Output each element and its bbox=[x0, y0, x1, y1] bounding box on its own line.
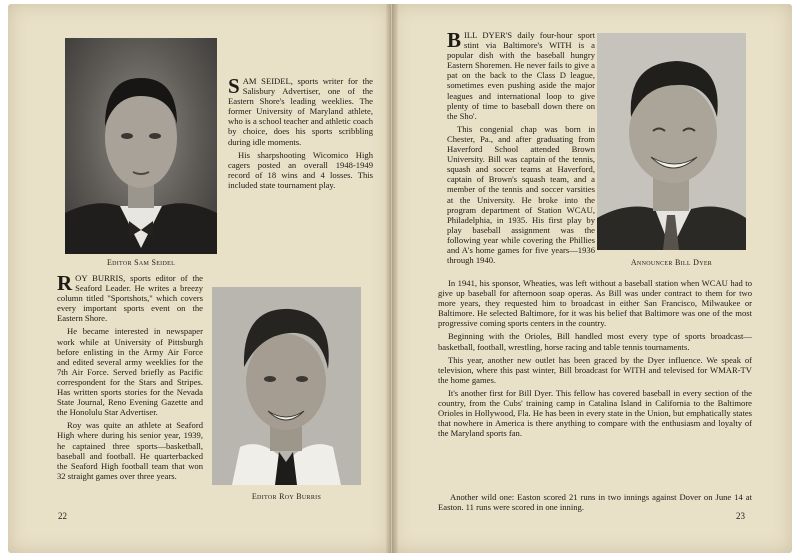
note-another-wild-one: Another wild one: Easton scored 21 runs in two innings against Dover on June 14 at Easton. 11 runs were scored in one inning. bbox=[438, 492, 752, 513]
article-roy-burris bbox=[57, 273, 203, 484]
seidel-paragraph-2: His sharpshooting Wicomico High cagers posted an overall 1948-1949 record of 18 wins and 4 losses. This included state tournament play. bbox=[228, 149, 373, 190]
page-number-left: 22 bbox=[58, 511, 67, 521]
photo-sam-seidel bbox=[65, 38, 217, 254]
burris-lead-text: OY BURRIS, sports editor of the Seaford Leader. He writes a breezy column titled "Sportshots," which covers every important sports event on the Eastern Shore. bbox=[57, 273, 203, 324]
portrait-bill-dyer-image bbox=[597, 33, 746, 250]
article-bill-dyer-column bbox=[447, 30, 595, 268]
caption-bill-dyer: Announcer Bill Dyer bbox=[630, 258, 713, 267]
dropcap-b: B bbox=[447, 28, 462, 52]
dyer-paragraph-4: Beginning with the Orioles, Bill handled most every type of sports broadcast—basketball, football, wrestling, horse racing and table tennis tournaments. bbox=[438, 331, 752, 352]
article-sam-seidel bbox=[228, 76, 373, 193]
portrait-sam-seidel-image bbox=[65, 38, 217, 254]
dyer-lead-paragraph bbox=[447, 30, 595, 121]
dyer-paragraph-2: This congenial chap was born in Chester, Pa., and after graduating from Haverford School attended Brown University. Bill was captain of the tennis, squash and soccer teams at Haverford, captain of Brown's squash team, and a member of the tennis and soccer varsities at the University. He broke into the program department of Station WCAU, Philadelphia, in 1935. His first play by play baseball assignment was the following year while covering the Phillies and A's home games for five years—1936 through 1940. bbox=[447, 123, 595, 266]
dropcap-s: S bbox=[228, 74, 240, 98]
photo-roy-burris bbox=[212, 287, 361, 485]
book-gutter bbox=[386, 4, 398, 553]
dyer-paragraph-5: This year, another new outlet has been graced by the Dyer influence. We speak of television, where this past winter, Bill broadcast for WITH and televised for WMAR-TV the home games. bbox=[438, 354, 752, 385]
dyer-lead-text: ILL DYER'S daily four-hour sport stint via Baltimore's WITH is a popular dish with the baseball hungry Eastern Shoremen. He never fails to give a pat on the back to the Class D league, sometimes even pushing aside the major leagues and international loop to give plenty of time to baseball down there on the Sho'. bbox=[447, 30, 595, 121]
burris-paragraph-2: He became interested in newspaper work while at University of Pittsburgh before enlisting in the Army Air Force and edited several army weeklies for the 7th Air Force. Served briefly as Pacific correspondent for the Stars and Stripes. Has written sports stories for the Nevada State Journal, Reno Evening Gazette and the Honolulu Star Advertiser. bbox=[57, 326, 203, 418]
photo-bill-dyer bbox=[597, 33, 746, 250]
dropcap-r: R bbox=[57, 271, 73, 295]
seidel-lead-paragraph bbox=[228, 76, 373, 147]
caption-sam-seidel: Editor Sam Seidel bbox=[106, 258, 176, 267]
dyer-paragraph-3: In 1941, his sponsor, Wheaties, was left without a baseball station when WCAU had to give up baseball for afternoon soap operas. As Bill was under contract to them for two more years, they requested him to broadcast in either San Francisco, Milwaukee or Baltimore. He selected Baltimore, for it was his belief that Baltimore was one of the most progressive coming sports centers in the country. bbox=[438, 278, 752, 329]
article-bill-dyer-full bbox=[438, 278, 752, 441]
burris-paragraph-3: Roy was quite an athlete at Seaford High where during his senior year, 1939, he captained three sports—basketball, baseball and football. He quarterbacked the Seaford High football team that won 32 straight games over three years. bbox=[57, 420, 203, 481]
caption-roy-burris: Editor Roy Burris bbox=[251, 492, 322, 501]
page-number-right: 23 bbox=[736, 511, 745, 521]
seidel-lead-text: AM SEIDEL, sports writer for the Salisbury Advertiser, one of the Eastern Shore's leading weeklies. The former University of Maryland athlete, who is a school teacher and athletic coach by choice, does his sports scribbling during idle moments. bbox=[228, 76, 373, 147]
burris-lead-paragraph bbox=[57, 273, 203, 323]
dyer-paragraph-6: It's another first for Bill Dyer. This fellow has covered baseball in every section of the country, from the Cubs' training camp in Catalina Island in California to the Baltimore Orioles in Hollywood, Fla. He has been in every state in the Union, but emphatically states that nowhere in America is there anything to compare with the enthusiasm and loyalty of the Maryland sports fan. bbox=[438, 387, 752, 439]
portrait-roy-burris-image bbox=[212, 287, 361, 485]
